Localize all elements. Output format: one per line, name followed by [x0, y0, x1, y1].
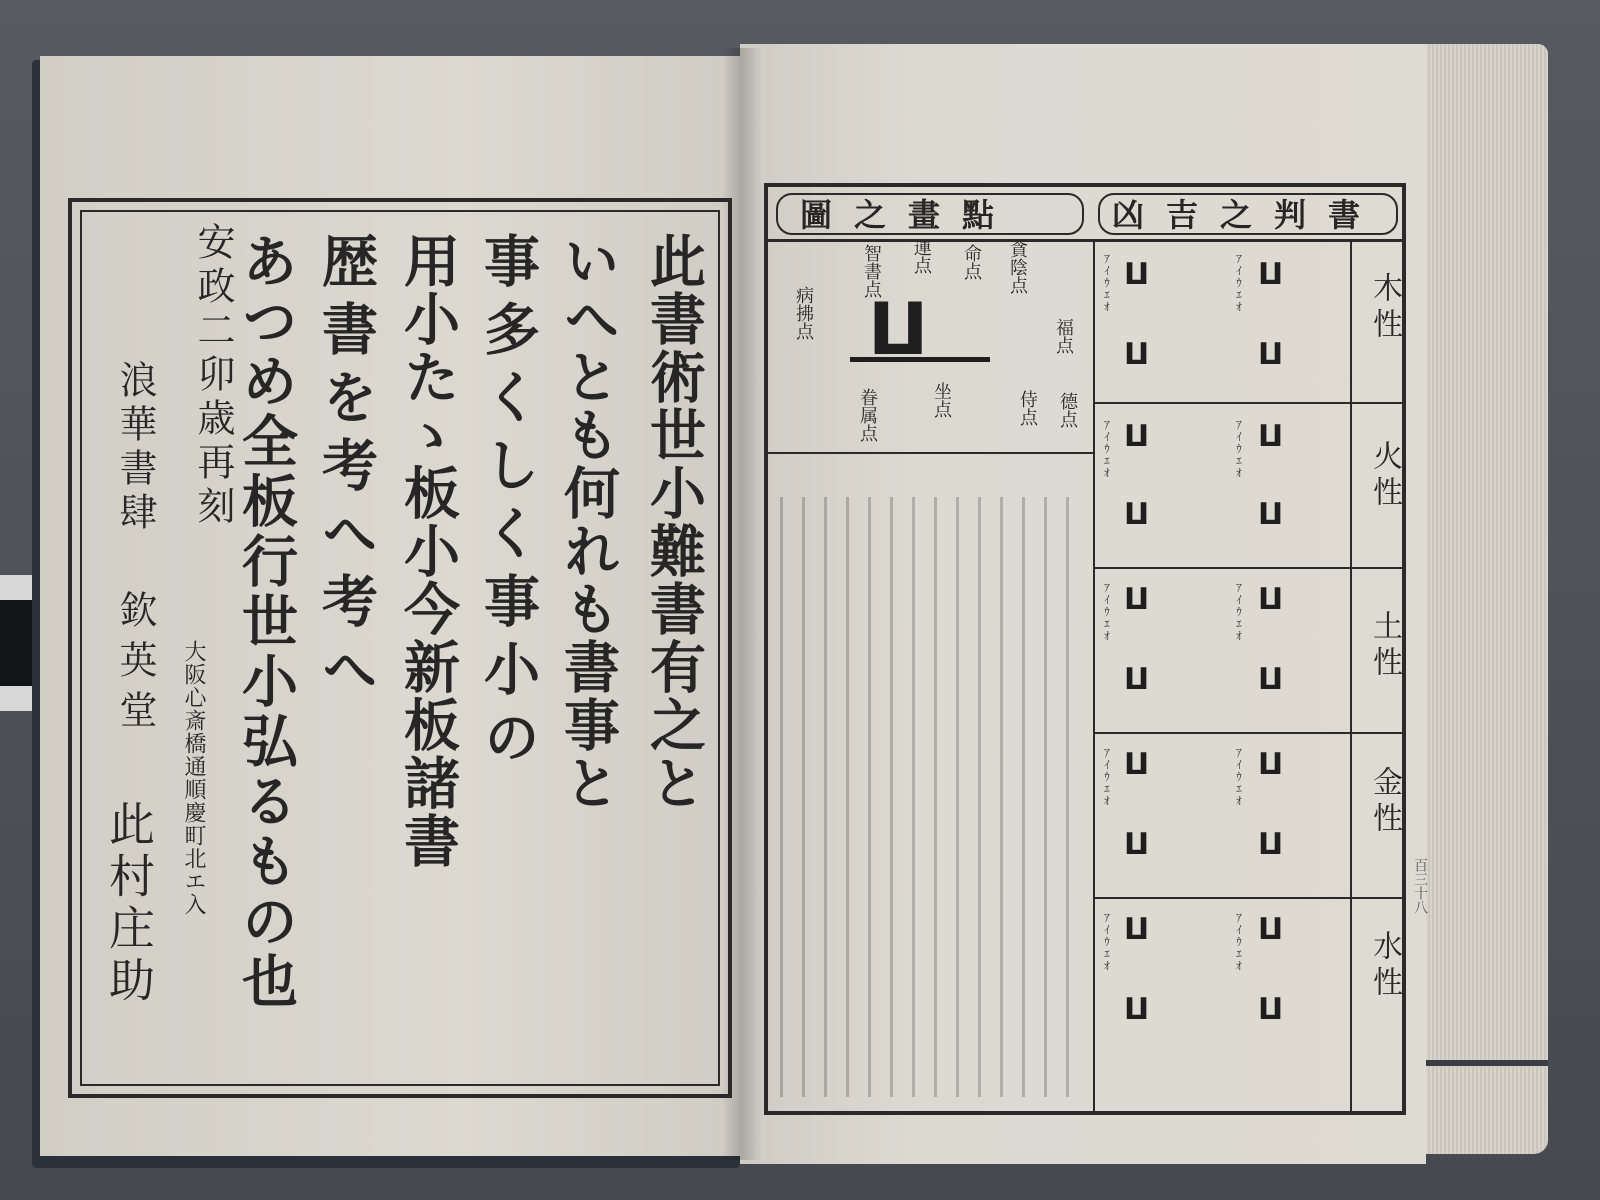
mark-annotation: ｱｲｳｴｵ	[1232, 253, 1245, 313]
seal-mark: ⵡ	[1124, 662, 1148, 697]
seal-mark: ⵡ	[1258, 827, 1282, 862]
diagram-label-poor-shadow: 貪陰点	[1007, 240, 1028, 294]
table-row-line	[1093, 897, 1402, 899]
diagram-label-servant: 侍点	[1017, 390, 1038, 426]
mark-annotation: ｱｲｳｴｵ	[1100, 253, 1113, 313]
diagram-label-seat: 坐点	[931, 382, 952, 418]
colophon-place: 浪華書肆	[113, 360, 157, 536]
diagram-label-virtue: 德点	[1057, 392, 1078, 428]
page-block-edge	[1426, 44, 1548, 1154]
seal-mark: ⵡ	[1124, 337, 1148, 372]
mark-annotation: ｱｲｳｴｵ	[1100, 419, 1113, 479]
colophon-publisher: 此村庄助	[102, 800, 156, 1008]
diagram-label-luck: 福点	[1053, 318, 1074, 354]
diagram-central-mark: ⵡ	[868, 287, 927, 371]
seal-mark: ⵡ	[1124, 582, 1148, 617]
seal-mark: ⵡ	[1258, 912, 1282, 947]
table-column-line	[1350, 239, 1352, 1111]
page-number: 百三十八	[1412, 858, 1428, 914]
mark-annotation: ｱｲｳｴｵ	[1232, 912, 1245, 972]
seal-mark: ⵡ	[1124, 827, 1148, 862]
seal-mark: ⵡ	[1258, 419, 1282, 454]
main-text-column-3: 事多くしく事小の	[475, 232, 541, 776]
table-row-line	[1093, 402, 1402, 404]
seal-mark: ⵡ	[1258, 257, 1282, 292]
seal-mark: ⵡ	[1258, 992, 1282, 1027]
seal-mark: ⵡ	[1258, 337, 1282, 372]
mark-annotation: ｱｲｳｴｵ	[1100, 912, 1113, 972]
element-label-water: 水性	[1367, 930, 1402, 1002]
colophon-date: 安政二卯歳再刻	[191, 222, 235, 530]
right-page-frame	[764, 183, 1406, 1115]
colophon-address: 大阪心斎橋通順慶町北エ入	[181, 640, 206, 916]
diagram-label-illness: 病拂点	[793, 286, 814, 340]
title-right: 書判之吉凶	[1112, 196, 1383, 234]
mark-annotation: ｱｲｳｴｵ	[1100, 747, 1113, 807]
seal-mark: ⵡ	[1258, 662, 1282, 697]
element-label-metal: 金性	[1367, 766, 1402, 838]
element-label-fire: 火性	[1367, 440, 1402, 512]
colophon-shop: 欽英堂	[113, 590, 157, 740]
diagram-label-fate: 命点	[961, 244, 982, 280]
element-label-earth: 土性	[1367, 610, 1402, 682]
diagram-label-fortune: 運点	[911, 238, 932, 274]
main-text-column-6: あつめ全板行世小弘るもの也	[233, 232, 299, 1012]
mark-annotation: ｱｲｳｴｵ	[1232, 747, 1245, 807]
diagram-label-wisdom: 智書点	[861, 244, 882, 298]
mark-annotation: ｱｲｳｴｵ	[1100, 582, 1113, 642]
diagram-label-kin: 眷属点	[857, 388, 878, 442]
seal-mark: ⵡ	[1124, 257, 1148, 292]
seal-mark: ⵡ	[1124, 497, 1148, 532]
seal-mark: ⵡ	[1124, 992, 1148, 1027]
table-row-line	[1093, 567, 1402, 569]
main-text-column-1: 此書術世小難書有之と	[641, 232, 707, 812]
seal-mark: ⵡ	[1258, 497, 1282, 532]
seal-mark: ⵡ	[1124, 747, 1148, 782]
seal-mark: ⵡ	[1124, 912, 1148, 947]
main-text-column-5: 歴書を考へ考へ	[313, 232, 379, 708]
seal-mark: ⵡ	[1258, 582, 1282, 617]
title-left: 點畫之圖	[800, 196, 1017, 234]
diagram-divider	[768, 452, 1093, 454]
main-text-column-2: いへとも何れも書事と	[555, 232, 621, 812]
mark-annotation: ｱｲｳｴｵ	[1232, 582, 1245, 642]
main-text-column-4: 用小たゝ板小今新板諸書	[395, 232, 461, 870]
seal-mark: ⵡ	[1124, 419, 1148, 454]
table-row-line	[1093, 732, 1402, 734]
mark-annotation: ｱｲｳｴｵ	[1232, 419, 1245, 479]
page-block-band	[1426, 1060, 1548, 1066]
section-divider	[1093, 239, 1095, 1111]
element-label-wood: 木性	[1367, 272, 1402, 344]
seal-mark: ⵡ	[1258, 747, 1282, 782]
